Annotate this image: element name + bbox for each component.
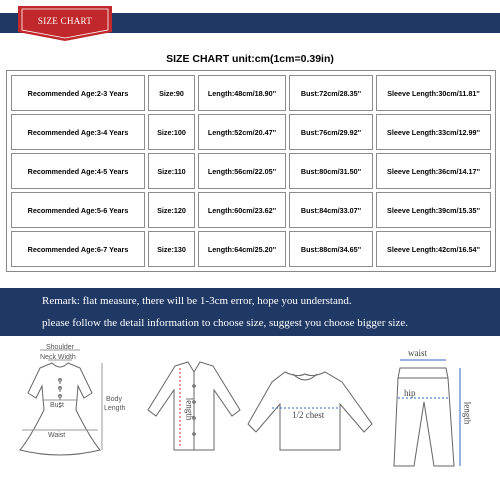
table-cell: Sleeve Length:42cm/16.54''	[376, 231, 491, 267]
table-cell: Length:64cm/25.20''	[198, 231, 286, 267]
table-row	[11, 75, 491, 111]
table-cell: Size:120	[148, 192, 195, 228]
table-cell: Bust:76cm/29.92''	[289, 114, 373, 150]
garment-illustrations	[0, 338, 500, 500]
sweater-chest-label: 1/2 chest	[292, 410, 325, 420]
dress-waist-label: Waist	[48, 432, 66, 439]
table-cell: Sleeve Length:39cm/15.35''	[376, 192, 491, 228]
table-cell: Bust:80cm/31.50''	[289, 153, 373, 189]
remark-line-2: please follow the detail information to choose size, suggest you choose bigger size.	[42, 317, 408, 329]
table-cell: Length:56cm/22.05''	[198, 153, 286, 189]
table-cell: Length:48cm/18.90''	[198, 75, 286, 111]
table-cell: Recommended Age:6-7 Years	[11, 231, 145, 267]
table-cell: Recommended Age:5-6 Years	[11, 192, 145, 228]
pants-hip-label: hip	[404, 388, 416, 398]
table-row	[11, 114, 491, 150]
dress-length-label: Length	[104, 405, 126, 412]
table-row	[11, 153, 491, 189]
table-cell: Sleeve Length:36cm/14.17''	[376, 153, 491, 189]
table-cell: Bust:84cm/33.07''	[289, 192, 373, 228]
table-cell: Length:60cm/23.62''	[198, 192, 286, 228]
table-row	[11, 231, 491, 267]
table-cell: Size:90	[148, 75, 195, 111]
size-table	[6, 70, 496, 272]
measurement-diagrams	[0, 338, 500, 500]
dress-body-label: Body	[106, 396, 122, 403]
dress-neck-width-label: Neck Width	[40, 354, 76, 361]
table-cell: Sleeve Length:33cm/12.99''	[376, 114, 491, 150]
table-cell: Sleeve Length:30cm/11.81''	[376, 75, 491, 111]
dress-shoulder-label: Shoulder	[46, 344, 75, 351]
table-cell: Bust:72cm/28.35''	[289, 75, 373, 111]
pants-illustration	[394, 360, 460, 466]
chart-title: SIZE CHART unit:cm(1cm=0.39in)	[166, 53, 334, 65]
table-cell: Bust:88cm/34.65''	[289, 231, 373, 267]
pants-waist-label: waist	[408, 348, 427, 358]
shirt-length-label: length	[184, 397, 195, 421]
table-cell: Size:130	[148, 231, 195, 267]
table-cell: Recommended Age:3-4 Years	[11, 114, 145, 150]
table-row	[11, 192, 491, 228]
table-cell: Recommended Age:4-5 Years	[11, 153, 145, 189]
size-chart-badge: SIZE CHART	[37, 16, 93, 26]
pants-length-label: length	[462, 401, 473, 425]
table-cell: Recommended Age:2-3 Years	[11, 75, 145, 111]
dress-bust-label: Bust	[50, 402, 65, 409]
table-cell: Length:52cm/20.47''	[198, 114, 286, 150]
remark-line-1: Remark: flat measure, there will be 1-3cm error, hope you understand.	[42, 295, 352, 307]
table-cell: Size:110	[148, 153, 195, 189]
remark-band	[0, 288, 500, 336]
table-cell: Size:100	[148, 114, 195, 150]
